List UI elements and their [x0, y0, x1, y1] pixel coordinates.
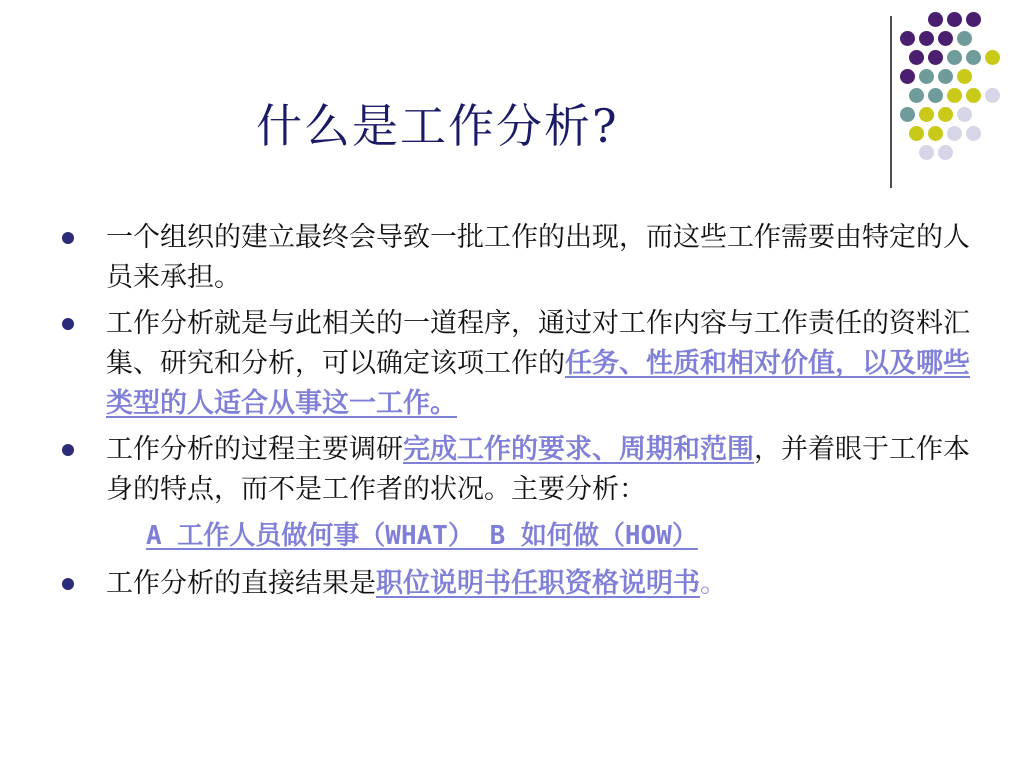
bullet-icon	[62, 318, 74, 330]
decorative-dot	[928, 50, 943, 65]
bullet-text: 工作分析的过程主要调研	[106, 434, 403, 465]
decorative-dot	[919, 69, 934, 84]
decorative-dot	[947, 50, 962, 65]
decorative-dot	[938, 145, 953, 160]
bullet-text: 工作分析就是与此相关的一道程序，通过对工作内容与工作责任的资料汇集、研究和分析，可以确定该项工作的	[106, 308, 970, 379]
bullet-icon	[62, 232, 74, 244]
decorative-dot	[938, 31, 953, 46]
dot-grid-decoration	[900, 12, 1010, 172]
decorative-dot	[947, 126, 962, 141]
decorative-dot	[919, 31, 934, 46]
decorative-dot	[985, 50, 1000, 65]
what-how-link[interactable]: A 工作人员做何事（WHAT） B 如何做（HOW）	[146, 521, 698, 551]
decorative-dot	[947, 12, 962, 27]
decorative-dot	[900, 69, 915, 84]
highlight-link[interactable]: 职位说明书任职资格说明书	[376, 568, 700, 599]
bullet-text: 一个组织的建立最终会导致一批工作的出现，而这些工作需要由特定的人员来承担。	[106, 222, 970, 293]
bullet-item-4	[60, 564, 970, 604]
decorative-dot	[928, 88, 943, 103]
decorative-dot	[966, 50, 981, 65]
decorative-dot	[919, 107, 934, 122]
decorative-dot	[985, 88, 1000, 103]
bullet-text: 工作分析的直接结果是	[106, 568, 376, 599]
decorative-dot	[938, 69, 953, 84]
decorative-dot	[947, 88, 962, 103]
highlight-link[interactable]: 完成工作的要求、周期和范围	[403, 434, 754, 465]
decorative-dot	[909, 50, 924, 65]
bullet-icon	[62, 578, 74, 590]
highlight-link[interactable]: 任务、性质和相对价值，以及哪些类型的人适合从事这一工作。	[106, 348, 970, 419]
decorative-dot	[957, 107, 972, 122]
decorative-dot	[900, 107, 915, 122]
decorative-dot	[928, 12, 943, 27]
decorative-dot	[966, 12, 981, 27]
divider-line	[890, 16, 892, 188]
decorative-dot	[966, 88, 981, 103]
decorative-dot	[928, 126, 943, 141]
bullet-text: ，并着眼于工作本身的特点，而不是工作者的状况。主要分析：	[106, 434, 970, 505]
decorative-dot	[900, 31, 915, 46]
decorative-dot	[966, 126, 981, 141]
decorative-dot	[957, 69, 972, 84]
decorative-dot	[957, 31, 972, 46]
bullet-item-2	[60, 304, 970, 424]
bullet-item-1	[60, 218, 970, 298]
decorative-dot	[909, 126, 924, 141]
decorative-dot	[919, 145, 934, 160]
decorative-dot	[938, 107, 953, 122]
bullet-list	[60, 218, 970, 610]
decorative-dot	[909, 88, 924, 103]
slide-title: 什么是工作分析?	[256, 99, 619, 153]
bullet-item-3	[60, 430, 970, 510]
analysis-subline	[60, 516, 970, 556]
bullet-icon	[62, 444, 74, 456]
bullet-text: 。	[700, 568, 727, 599]
